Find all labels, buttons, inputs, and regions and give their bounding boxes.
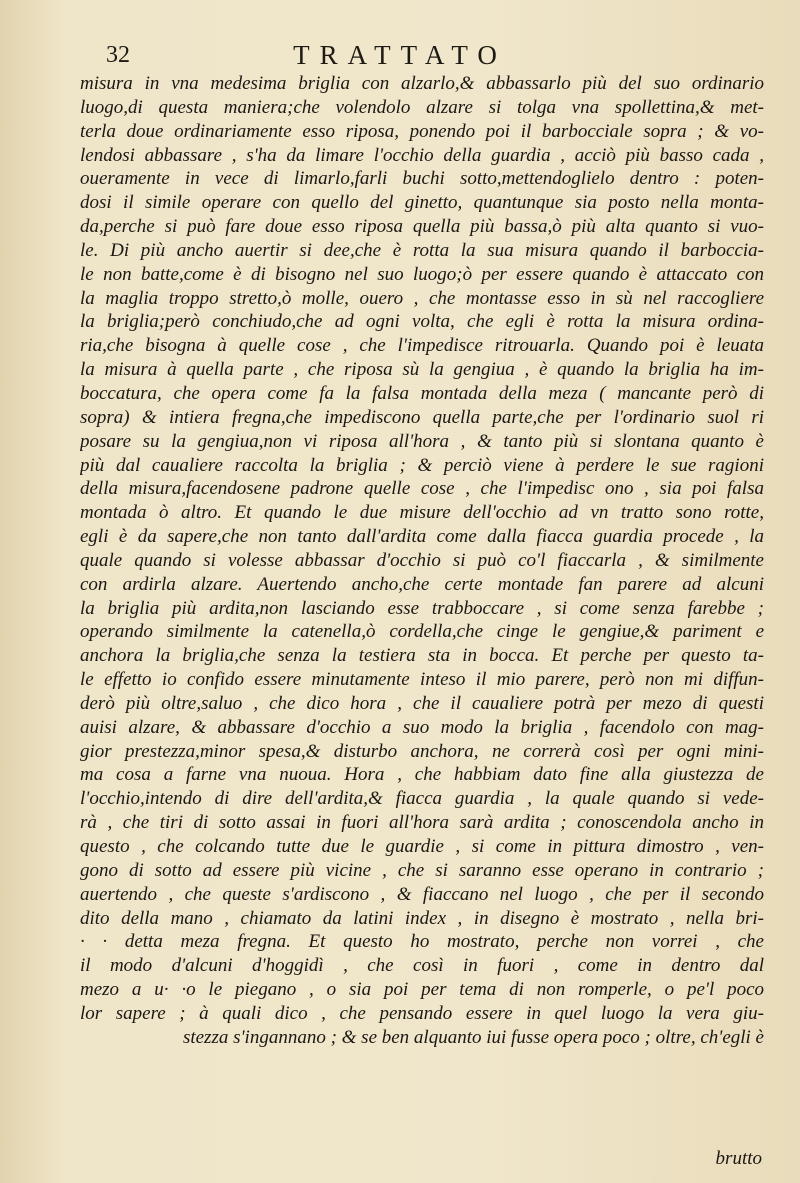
text-line: · · detta meza fregna. Et questo ho mostrato, perche non vorrei , che [80,931,764,953]
text-line: dosi il simile operare con quello del ginetto, quantunque sia posto nella monta- [80,192,764,214]
text-line: gono di sotto ad essere più vicine , che si saranno esse operano in contrario ; [80,859,764,881]
text-line: quale quando si volesse abbassar d'occhio si può co'l fiaccarla , & similmente [80,549,764,571]
text-line: auertendo , che queste s'ardiscono , & fiaccano nel luogo , che per il secondo [80,883,764,905]
text-line: la maglia troppo stretto,ò molle, ouero , che montasse esso in sù nel raccogliere [80,287,764,309]
text-line: le. Di più ancho auertir si dee,che è rotta la sua misura quando il barboccia- [80,239,764,261]
text-line: dito della mano , chiamato da latini index , in disegno è mostrato , nella bri- [80,907,764,929]
text-line: la briglia più ardita,non lasciando esse trabboccare , si come senza farebbe ; [80,597,764,619]
text-line: la briglia;però conchiudo,che ad ogni volta, che egli è rotta la misura ordina- [80,311,764,333]
text-line: ria,che bisogna à quelle cose , che l'impedisce ritrouarla. Quando poi è leuata [80,335,764,357]
text-line: più dal caualiere raccolta la briglia ; & perciò viene à perdere le sue ragioni [80,454,764,476]
text-line: montada ò altro. Et quando le due misure dell'occhio ad vn tratto sono rotte, [80,502,764,524]
text-line: boccatura, che opera come fa la falsa montada della meza ( mancante però di [80,382,764,404]
body-text [80,72,764,1050]
text-line: lor sapere ; à quali dico , che pensando essere in quel luogo la vera giu- [80,1002,764,1024]
text-line: con ardirla alzare. Auertendo ancho,che certe montade fan parere ad alcuni [80,573,764,595]
text-line: misura in vna medesima briglia con alzarlo,& abbassarlo più del suo ordinario [80,73,764,94]
text-line: il modo d'alcuni d'hoggidì , che così in fuori , come in dentro dal [80,955,764,977]
text-line: l'occhio,intendo di dire dell'ardita,& fiacca guardia , la quale quando si vede- [80,788,764,810]
text-line: auisi alzare, & abbassare d'occhio a suo modo la briglia , facendolo con mag- [80,716,764,738]
text-line: mezo a u· ·o le piegano , o sia poi per tema di non romperle, o pe'l poco [80,979,764,1001]
text-line: oueramente in vece di limarlo,farli buchi sotto,mettendoglielo dentro : poten- [80,168,764,190]
text-line: anchora la briglia,che senza la testiera sta in bocca. Et perche per questo ta- [80,645,764,667]
text-line: le non batte,come è di bisogno nel suo luogo;ò per essere quando è attaccato con [80,263,764,285]
text-line: terla doue ordinariamente esso riposa, ponendo poi il barbocciale sopra ; & vo- [80,120,764,142]
text-line: gior prestezza,minor spesa,& disturbo anchora, ne correrà così per ogni mini- [80,740,764,762]
text-line: le effetto io confido essere minutamente inteso il mio parere, però non mi diffun- [80,669,764,691]
page-number: 32 [106,42,130,68]
text-line: la misura à quella parte , che riposa sù la gengiua , è quando la briglia ha im- [80,359,764,381]
text-line: ma cosa a farne vna nuoua. Hora , che habbiam dato fine alla giustezza de [80,764,764,786]
text-line: operando similmente la catenella,ò cordella,che cinge le gengiue,& pariment e [80,621,764,643]
text-line: questo , che colcando tutte due le guardie , si come in pittura dimostro , ven- [80,836,764,857]
text-line: luogo,di questa maniera;che volendolo alzare si tolga vna spollettina,& met- [80,96,764,118]
text-line: da,perche si può fare doue esso riposa quella più bassa,ò più alta quanto si vuo- [80,216,764,238]
text-line: stezza s'ingannano ; & se ben alquanto iui fusse opera poco ; oltre, ch'egli è [182,1026,764,1048]
text-line: posare su la gengiua,non vi riposa all'hora , & tanto più si slontana quanto è [80,430,764,452]
text-line: della misura,facendosene padrone quelle cose , che l'impedisc ono , sia poi falsa [80,478,764,500]
text-line: rà , che tiri di sotto assai in fuori all'hora sarà ardita ; conoscendola ancho in [80,812,764,834]
catchword: brutto [715,1148,762,1169]
running-title: TRATTATO [293,40,507,70]
text-line: egli è da sapere,che non tanto dall'ardita come dalla fiacca guardia procede , la [80,526,764,548]
text-line: derò più oltre,saluo , che dico hora , che il caualiere potrà per mezo di questi [80,692,764,714]
text-line: lendosi abbassare , s'ha da limare l'occhio della guardia , acciò più basso cada , [80,144,764,166]
text-line: sopra) & intiera fregna,che impediscono quella parte,che per l'ordinario suol ri [80,406,764,428]
